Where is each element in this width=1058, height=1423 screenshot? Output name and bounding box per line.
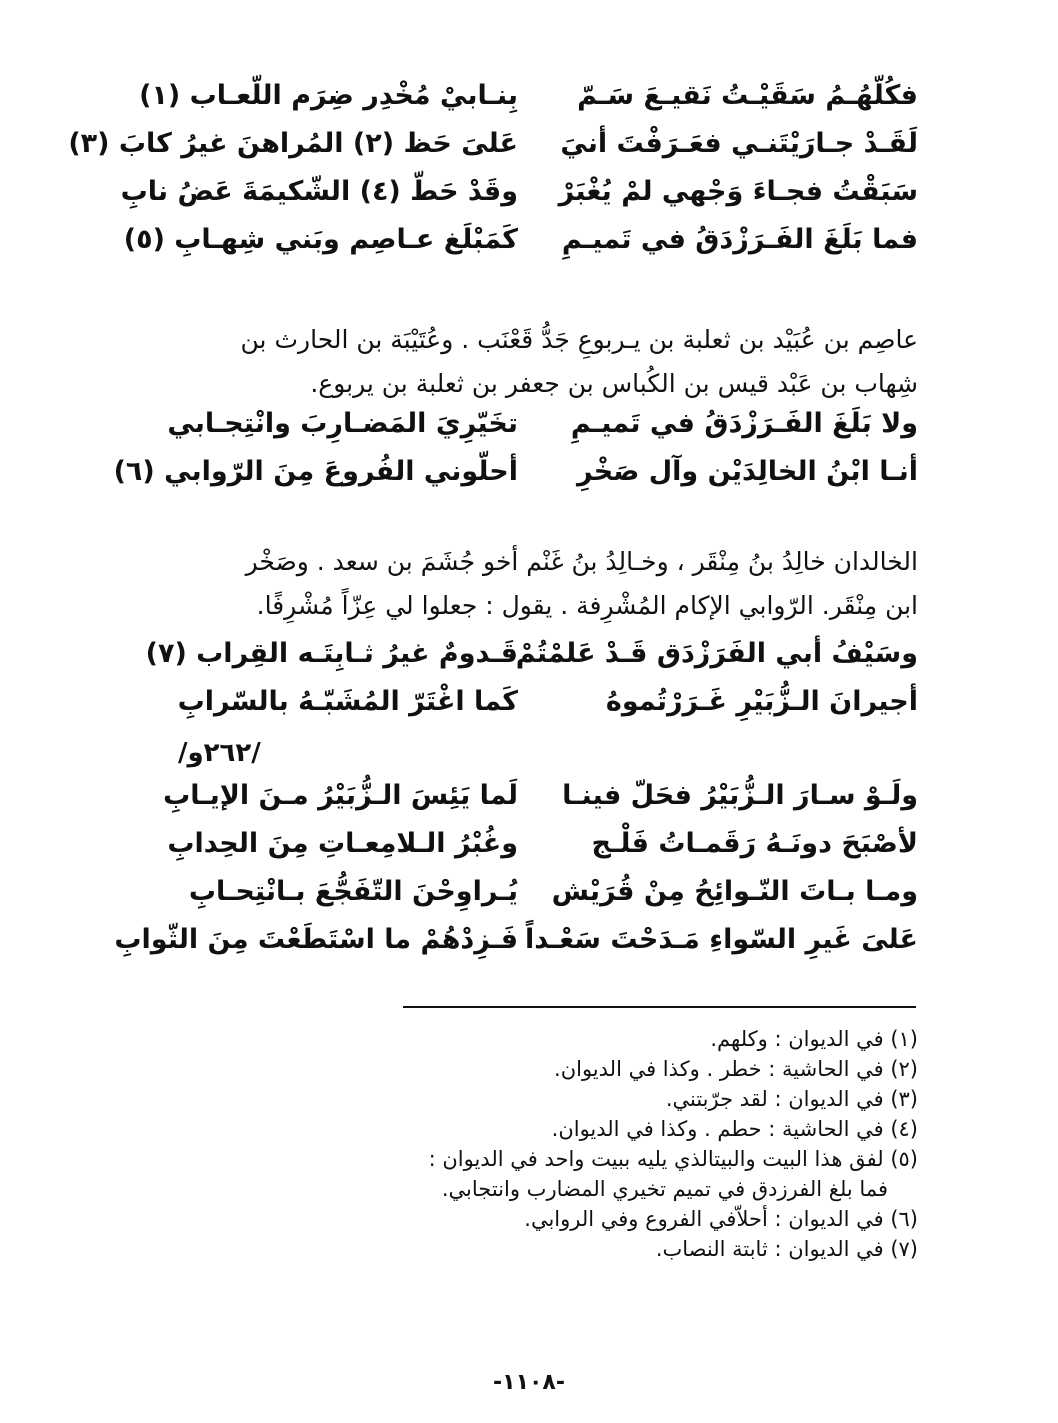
footnote: (٥) لفق هذا البيت والبيتالذي يليه ببيت واحد في الديوان : (428, 1147, 918, 1171)
verse-hemistich-second: فَـزِدْهُمْ ما اسْتَطَعْتَ مِنَ الثّوابِ (114, 924, 518, 955)
verse-hemistich-first: أنـا ابْنُ الخالِدَيْن وآل صَخْرِ (576, 456, 918, 487)
verse-hemistich-second: وقَدْ حَطّ (٤) الشّكيمَةَ عَضُ نابِ (120, 176, 518, 207)
page-number: -١١٠٨- (493, 1370, 565, 1395)
verse-line (158, 780, 918, 828)
verse-line (145, 638, 918, 686)
verse-hemistich-first: أجيرانَ الـزُّبَيْرِ غَـرَرْتُموهُ (605, 686, 918, 717)
footnote: (٢) في الحاشية : خطر . وكذا في الديوان. (554, 1057, 918, 1081)
verse-line (114, 924, 918, 972)
verse-group-4 (114, 780, 918, 972)
verse-hemistich-second: يُـراوِحْنَ التّفَجُّعَ بـانْتِحـابِ (188, 876, 518, 907)
verse-hemistich-first: لَقَـدْ جـارَيْتَنـي فعَـرَفْتَ أنيَ (560, 128, 918, 159)
verse-hemistich-second: بِنـابيْ مُخْدِر ضِرَم اللّعـاب (١) (139, 80, 518, 111)
verse-hemistich-second: عَلىَ حَظ (٢) المُراهنَ غيرُ كابَ (٣) (68, 128, 518, 159)
footnote-separator (403, 1006, 916, 1008)
commentary-paragraph-2 (158, 540, 918, 628)
verse-hemistich-second: لَما يَئِسَ الـزُّبَيْرُ مـنَ الإيـابِ (163, 780, 518, 811)
verse-hemistich-first: فكُلّهُـمُ سَقَيْـتُ نَقيـعَ سَـمّ (577, 80, 918, 111)
verse-line (158, 686, 918, 734)
commentary-line: شِهاب بن عَبْد قيس بن الكُباس بن جعفر بن ثعلبة بن يربوع. (310, 369, 918, 398)
verse-hemistich-first: عَلىَ غَيرِ السّواءِ مَـدَحْتَ سَعْـداً (525, 924, 918, 955)
verse-line (139, 80, 918, 128)
verse-hemistich-first: لأصْبَحَ دونَـهُ رَقَمـاتُ فَلْـج (591, 828, 918, 859)
verse-line (120, 176, 918, 224)
verse-group-1 (68, 80, 918, 272)
commentary-paragraph-1 (158, 318, 918, 406)
verse-hemistich-second: قَـدومٌ غيرُ ثـابِتَـه القِراب (٧) (145, 638, 518, 669)
verse-hemistich-first: وسَيْفُ أبي الفَرَزْدَق قَـدْ عَلمْتُمْ (515, 638, 918, 669)
verse-line (123, 224, 918, 272)
verse-hemistich-first: ولا بَلَغَ الفَـرَزْدَقُ في تَميـمِ (570, 408, 918, 439)
verse-group-3 (145, 638, 918, 734)
verse-line (113, 456, 918, 504)
verse-hemistich-second: أحلّوني الفُروعَ مِنَ الرّوابي (٦) (113, 456, 518, 487)
manuscript-folio-marker: /٢٦٢و/ (178, 738, 261, 768)
verse-line (158, 828, 918, 876)
commentary-line: عاصِم بن عُبَيْد بن ثعلبة بن يـربوعِ جَدُّ قَعْنَب . وعُتَيْبَة بن الحارث بن (240, 325, 918, 354)
footnotes (358, 1024, 918, 1264)
verse-hemistich-first: ولَـوْ سـارَ الـزُّبَيْرُ فحَلّ فينـا (562, 780, 918, 811)
verse-line (158, 408, 918, 456)
verse-hemistich-first: فما بَلَغَ الفَـرَزْدَقُ في تَميـمِ (561, 224, 918, 255)
footnote: (١) في الديوان : وكلهم. (710, 1027, 918, 1051)
verse-hemistich-second: كَمَبْلَغ عـاصِم وبَني شِهـابِ (٥) (123, 224, 518, 255)
verse-hemistich-second: كَما اغْتَرّ المُشَبّـهُ بالسّرابِ (177, 686, 518, 717)
verse-line (68, 128, 918, 176)
footnote-quoted-verse: فما بلغ الفرزدق في تميم تخيري المضارب وانتجابي. (441, 1177, 888, 1201)
commentary-line: ابن مِنْقَر. الرّوابي الإكام المُشْرِفة . يقول : جعلوا لي عِزّاً مُشْرِفًا. (256, 591, 918, 620)
verse-line (158, 876, 918, 924)
commentary-line: الخالدان خالِدُ بنُ مِنْقَر ، وخـالِدُ بنُ غَنْم أخو جُشَمَ بن سعد . وصَخْر (245, 547, 918, 576)
verse-hemistich-first: ومـا بـاتَ النّـوائِحُ مِنْ قُرَيْش (551, 876, 918, 907)
footnote: (٦) في الديوان : أحلاّفي الفروع وفي الروابي. (524, 1207, 918, 1231)
footnote: (٤) في الحاشية : حطم . وكذا في الديوان. (551, 1117, 918, 1141)
footnote: (٧) في الديوان : ثابتة النصاب. (655, 1237, 918, 1261)
verse-hemistich-second: وغُبْرُ الـلامِعـاتِ مِنَ الحِدابِ (167, 828, 518, 859)
footnote: (٣) في الديوان : لقد جرّبتني. (665, 1087, 918, 1111)
verse-hemistich-first: سَبَقْتُ فجـاءَ وَجْهي لمْ يُغْبَرْ (558, 176, 918, 207)
verse-group-2 (113, 408, 918, 504)
verse-hemistich-second: تخَيّرِيَ المَضـارِبَ وانْتِجـابي (167, 408, 518, 439)
